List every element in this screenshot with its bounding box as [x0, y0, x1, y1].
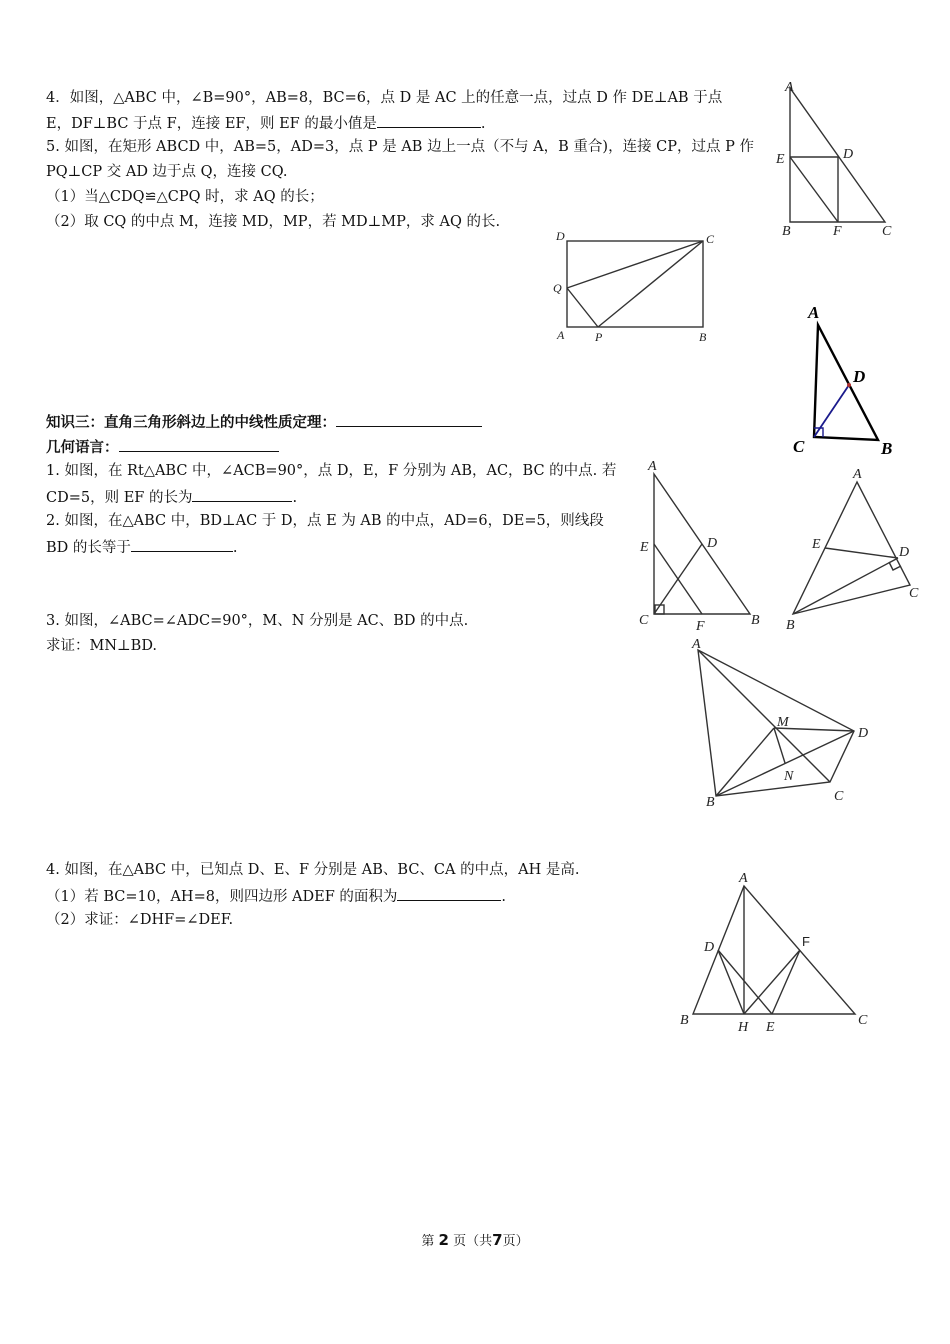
label-c: C [834, 789, 844, 804]
question-4-line-1: 4. 如图，在△ABC 中，已知点 D、E、F 分别是 AB、BC、CA 的中点，AH 是高. [46, 862, 580, 878]
total-pages: 7 [492, 1231, 503, 1249]
label-f: F [802, 934, 810, 949]
label-e: E [776, 152, 785, 167]
label-c: C [639, 613, 649, 628]
footer-middle: 页（共 [453, 1234, 493, 1249]
knowledge-3-title-text: 知识三：直角三角形斜边上的中线性质定理： [46, 415, 336, 431]
label-a: A [648, 459, 657, 474]
label-d: D [556, 229, 565, 243]
period: . [480, 116, 486, 132]
problem-5-part-2: （2）取 CQ 的中点 M，连接 MD，MP，若 MD⊥MP，求 AQ 的长. [46, 214, 501, 230]
footer-prefix: 第 [421, 1234, 435, 1249]
label-a: A [692, 637, 701, 652]
label-p: P [595, 330, 603, 344]
label-c: C [909, 586, 919, 601]
problem-4-text: E，DF⊥BC 于点 F，连接 EF，则 EF 的最小值是 [46, 116, 377, 132]
label-c: C [882, 224, 892, 239]
period: . [292, 490, 298, 506]
label-b: B [680, 1013, 689, 1028]
label-h: H [738, 1020, 749, 1035]
question-4-part-2: （2）求证：∠DHF=∠DEF. [46, 912, 234, 928]
label-e: E [766, 1020, 775, 1035]
label-e: E [640, 540, 649, 555]
label-d: D [899, 545, 910, 560]
label-b: B [699, 330, 707, 344]
label-q: Q [553, 281, 562, 295]
problem-5-line-1: 5. 如图，在矩形 ABCD 中，AB=5，AD=3，点 P 是 AB 边上一点（不与 A，B 重合)，连接 CP，过点 P 作 [46, 139, 755, 155]
label-a: A [557, 328, 565, 342]
period: . [232, 540, 238, 556]
label-d: D [858, 726, 869, 741]
segment-ef [772, 950, 800, 1014]
label-f: F [696, 619, 705, 634]
problem-5-line-2: PQ⊥CP 交 AD 边于点 Q，连接 CQ. [46, 164, 288, 180]
label-d: D [843, 147, 854, 162]
label-b: B [751, 613, 760, 628]
segment-de [718, 950, 772, 1014]
question-1-line-1: 1. 如图，在 Rt△ABC 中，∠ACB=90°，点 D，E，F 分别为 AB，AC，BC 的中点. 若 [46, 463, 617, 479]
label-b: B [706, 795, 715, 810]
geometry-language-text: 几何语言： [46, 440, 119, 456]
label-c: C [706, 232, 715, 246]
period: . [501, 889, 507, 905]
label-e: E [812, 537, 821, 552]
label-d: D [707, 536, 718, 551]
label-c: C [858, 1013, 868, 1028]
label-d: D [853, 367, 866, 386]
question-3-line-1: 3. 如图，∠ABC=∠ADC=90°，M、N 分别是 AC、BD 的中点. [46, 613, 469, 629]
question-4-text: （1）若 BC=10，AH=8，则四边形 ADEF 的面积为 [46, 889, 398, 905]
label-a: A [739, 871, 748, 886]
label-n: N [784, 769, 794, 784]
label-c: C [793, 437, 805, 456]
problem-5-part-1: （1）当△CDQ≌△CPQ 时，求 AQ 的长； [46, 189, 324, 205]
question-3-line-2: 求证：MN⊥BD. [46, 638, 158, 654]
label-a: A [808, 303, 820, 322]
label-d: D [704, 940, 715, 955]
footer-suffix: 页） [502, 1234, 529, 1249]
label-m: M [777, 715, 789, 730]
question-2-text: BD 的长等于 [46, 540, 131, 556]
label-f: F [833, 224, 842, 239]
segment-hf [744, 950, 800, 1014]
current-page-number: 2 [438, 1231, 449, 1249]
label-b: B [782, 224, 791, 239]
label-b: B [881, 439, 893, 458]
label-a: A [785, 80, 794, 95]
label-b: B [786, 618, 795, 633]
triangle-abc [693, 886, 855, 1014]
question-2-line-1: 2. 如图，在△ABC 中，BD⊥AC 于 D，点 E 为 AB 的中点，AD=6，DE=5，则线段 [46, 513, 604, 529]
question-1-text: CD=5，则 EF 的长为 [46, 490, 193, 506]
label-a: A [853, 467, 862, 482]
segment-dh [718, 950, 744, 1014]
page-footer [0, 1230, 950, 1249]
problem-4-line-1: 4．如图，△ABC 中，∠B=90°，AB=8，BC=6，点 D 是 AC 上的任意一点，过点 D 作 DE⊥AB 于点 [46, 90, 723, 106]
